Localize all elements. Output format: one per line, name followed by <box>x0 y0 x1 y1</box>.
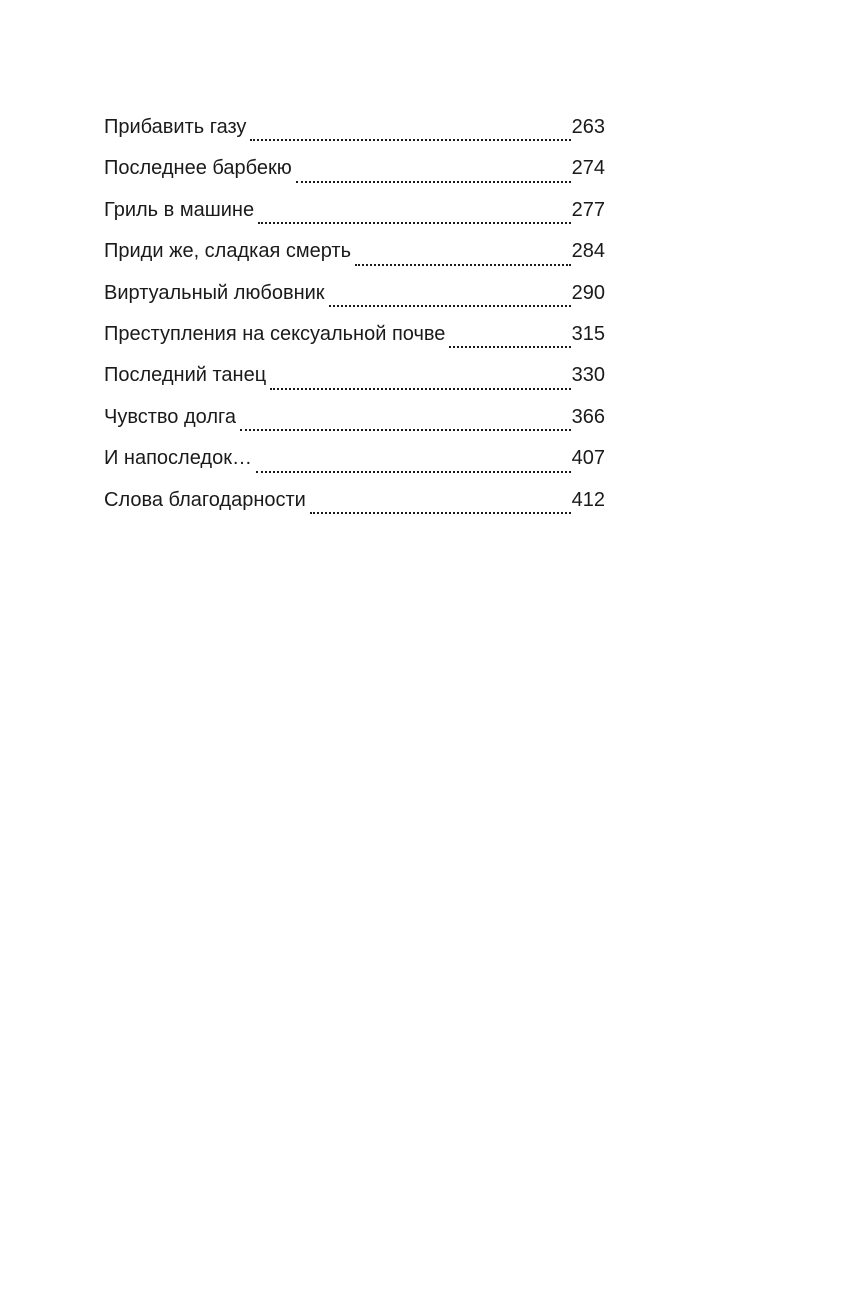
toc-entry-title: Прибавить газу <box>104 116 247 138</box>
toc-leader-dots <box>296 181 571 183</box>
toc-entry-title: Последнее барбекю <box>104 157 292 180</box>
toc-entry-page: 330 <box>571 364 605 387</box>
toc-entry-page: 277 <box>571 198 605 221</box>
toc-entry-page: 274 <box>571 157 605 180</box>
toc-leader-dots <box>449 346 570 348</box>
toc-entry-page: 284 <box>571 240 605 263</box>
toc-entry[interactable] <box>104 319 605 360</box>
toc-leader-dots <box>256 471 571 473</box>
toc-entry-title: Преступления на сексуальной почве <box>104 322 446 345</box>
toc-entry[interactable] <box>104 485 605 526</box>
toc-entry-page: 263 <box>571 116 605 138</box>
toc-entry-title: Чувство долга <box>104 405 236 428</box>
table-of-contents <box>104 112 605 526</box>
toc-leader-dots <box>310 512 571 514</box>
toc-entry-title: Виртуальный любовник <box>104 281 325 304</box>
toc-entry-page: 290 <box>571 281 605 304</box>
toc-leader-dots <box>250 139 570 141</box>
toc-entry[interactable] <box>104 278 605 319</box>
toc-entry-title: И напоследок… <box>104 447 252 470</box>
toc-entry[interactable] <box>104 236 605 277</box>
toc-entry-page: 315 <box>571 322 605 345</box>
toc-entry-title: Приди же, сладкая смерть <box>104 240 351 263</box>
toc-leader-dots <box>270 388 570 390</box>
toc-entry[interactable] <box>104 153 605 194</box>
toc-leader-dots <box>355 264 571 266</box>
toc-entry[interactable] <box>104 402 605 443</box>
toc-entry[interactable] <box>104 360 605 401</box>
toc-entry-page: 412 <box>571 488 605 511</box>
toc-entry-title: Гриль в машине <box>104 198 255 221</box>
toc-entry[interactable] <box>104 112 605 153</box>
toc-entry-title: Слова благодарности <box>104 488 306 511</box>
toc-entry[interactable] <box>104 443 605 484</box>
toc-entry-page: 366 <box>571 405 605 428</box>
toc-leader-dots <box>258 222 571 224</box>
toc-leader-dots <box>240 429 571 431</box>
toc-entry[interactable] <box>104 195 605 236</box>
toc-entry-title: Последний танец <box>104 364 267 387</box>
toc-entry-page: 407 <box>571 447 605 470</box>
toc-leader-dots <box>329 305 571 307</box>
